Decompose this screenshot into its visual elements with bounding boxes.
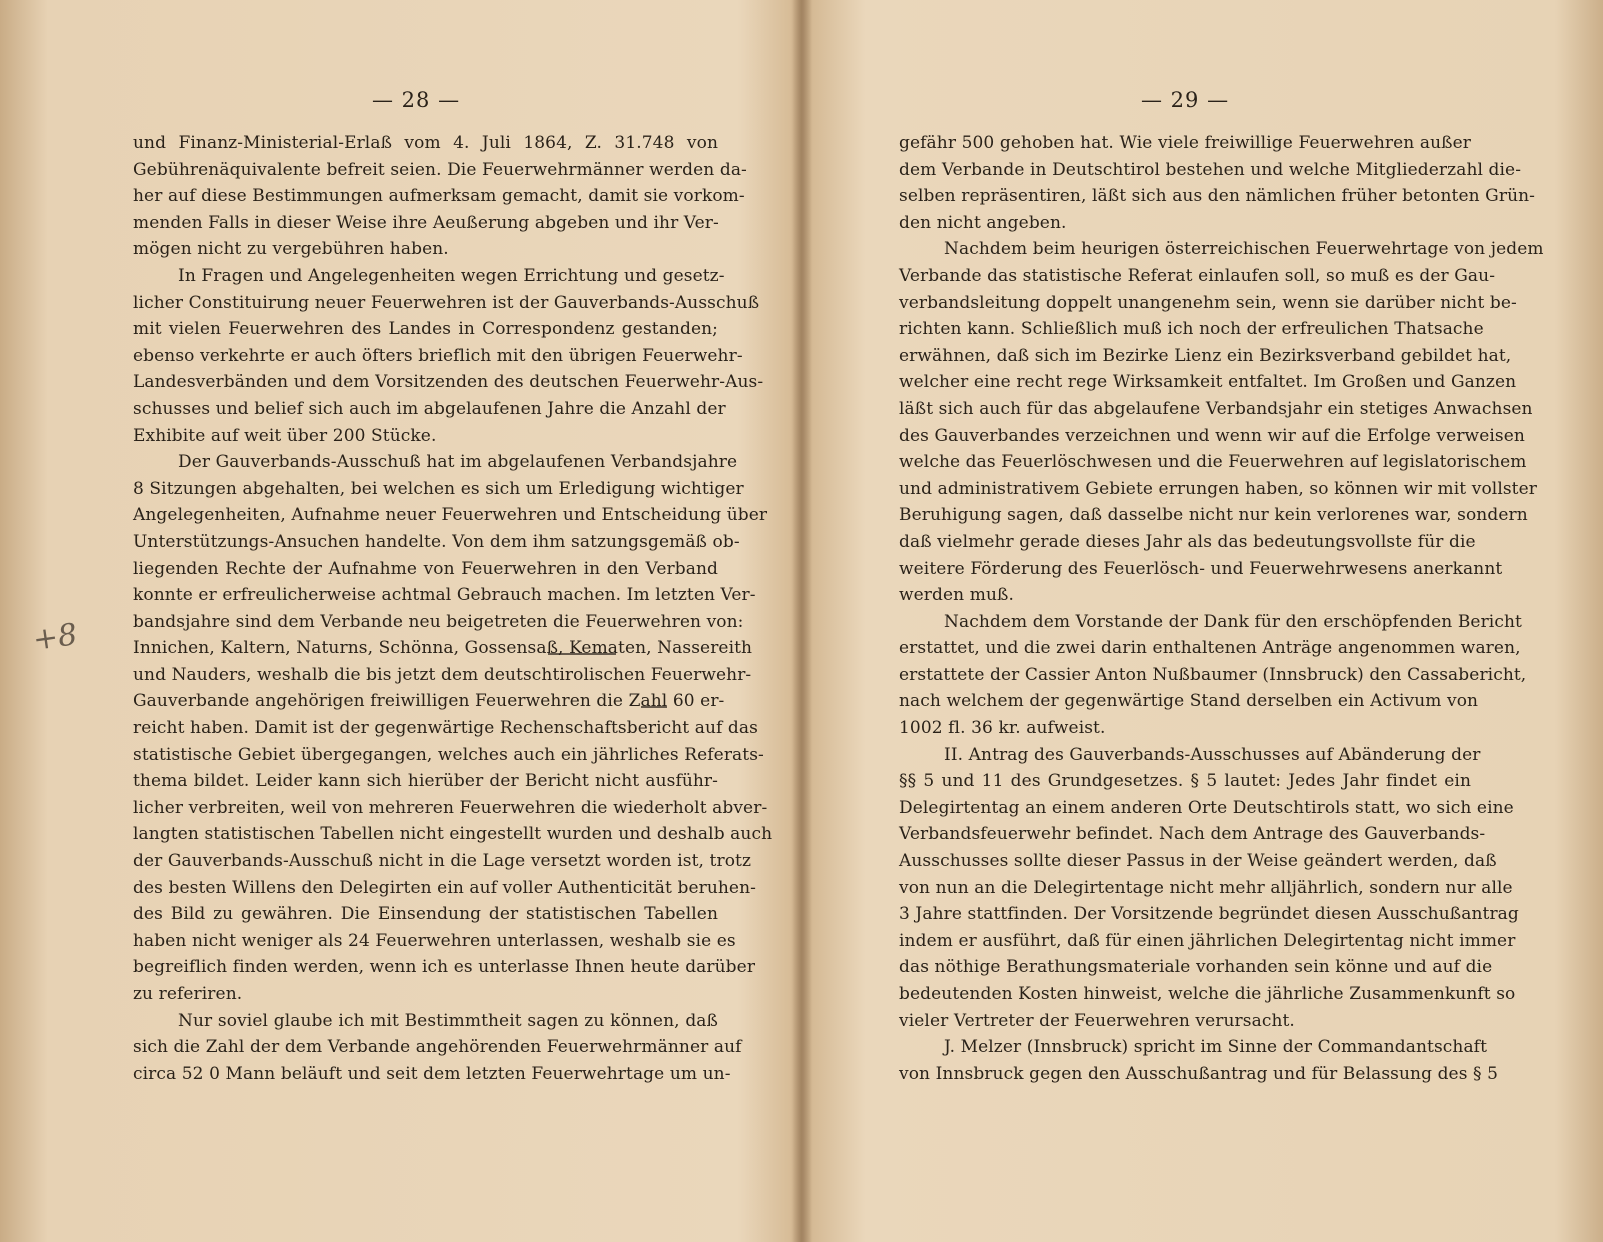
- text-line: des Bild zu gewähren. Die Einsendung der statistischen Tabellen: [133, 904, 718, 925]
- text-line: II. Antrag des Gauverbands-Ausschusses auf Abänderung der: [944, 744, 1481, 765]
- text-line: welcher eine recht rege Wirksamkeit entfaltet. Im Großen und Ganzen: [899, 372, 1517, 393]
- text-line: ebenso verkehrte er auch öfters brieflich mit den übrigen Feuerwehr-: [133, 345, 743, 366]
- text-line: gefähr 500 gehoben hat. Wie viele freiwillige Feuerwehren außer: [899, 133, 1471, 153]
- text-line: mit vielen Feuerwehren des Landes in Correspondenz gestanden;: [133, 319, 718, 340]
- text-line: von Innsbruck gegen den Ausschußantrag und für Belassung des § 5: [899, 1063, 1499, 1084]
- text-line: Delegirtentag an einem anderen Orte Deutschtirols statt, wo sich eine: [899, 797, 1514, 818]
- text-line: schusses und belief sich auch im abgelaufenen Jahre die Anzahl der: [133, 398, 726, 419]
- text-line: Landesverbänden und dem Vorsitzenden des deutschen Feuerwehr-Aus-: [133, 372, 764, 393]
- text-line: licher verbreiten, weil von mehreren Feuerwehren die wiederholt abver-: [133, 797, 768, 818]
- text-line: Angelegenheiten, Aufnahme neuer Feuerwehren und Entscheidung über: [133, 505, 768, 526]
- text-line: welche das Feuerlöschwesen und die Feuerwehren auf legislatorischem: [899, 452, 1527, 473]
- text-line: Unterstützungs-Ansuchen handelte. Von dem ihm satzungsgemäß ob-: [133, 531, 740, 552]
- text-line: langten statistischen Tabellen nicht eingestellt wurden und deshalb auch: [133, 824, 773, 845]
- text-line: indem er ausführt, daß für einen jährlichen Delegirtentag nicht immer: [899, 930, 1516, 951]
- text-line: statistische Gebiet übergegangen, welches auch ein jährliches Referats-: [133, 744, 764, 765]
- text-line: Nur soviel glaube ich mit Bestimmtheit sagen zu können, daß: [178, 1010, 718, 1031]
- text-line: circa 52 0 Mann beläuft und seit dem letzten Feuerwehrtage um un-: [133, 1063, 731, 1084]
- text-line: reicht haben. Damit ist der gegenwärtige Rechenschaftsbericht auf das: [133, 718, 758, 739]
- text-line: das nöthige Berathungsmateriale vorhanden sein könne und auf die: [899, 957, 1493, 978]
- text-line: Verbandsfeuerwehr befindet. Nach dem Antrage des Gauverbands-: [899, 824, 1486, 845]
- text-line: her auf diese Bestimmungen aufmerksam gemacht, damit sie vorkom-: [133, 186, 745, 207]
- text-line: In Fragen und Angelegenheiten wegen Errichtung und gesetz-: [178, 265, 725, 286]
- text-line: menden Falls in dieser Weise ihre Aeußerung abgeben und ihr Ver-: [133, 212, 719, 233]
- text-line: 1002 fl. 36 kr. aufweist.: [899, 718, 1106, 739]
- text-line: weitere Förderung des Feuerlösch- und Feuerwehrwesens anerkannt: [899, 558, 1503, 579]
- text-line: erstattet, und die zwei darin enthaltenen Anträge angenommen waren,: [899, 638, 1521, 659]
- text-line: J. Melzer (Innsbruck) spricht im Sinne der Commandantschaft: [944, 1037, 1488, 1058]
- text-line: zu referiren.: [133, 984, 243, 1004]
- text-line: vieler Vertreter der Feuerwehren verursacht.: [899, 1010, 1295, 1031]
- text-line: verbandsleitung doppelt unangenehm sein, wenn sie darüber nicht be-: [899, 292, 1517, 313]
- text-line: liegenden Rechte der Aufnahme von Feuerwehren in den Verband: [133, 558, 718, 579]
- text-line: begreiflich finden werden, wenn ich es unterlasse Ihnen heute darüber: [133, 957, 756, 978]
- text-line: Nachdem beim heurigen österreichischen Feuerwehrtage von jedem: [944, 239, 1544, 260]
- text-line: licher Constituirung neuer Feuerwehren ist der Gauverbands-Ausschuß: [133, 292, 760, 313]
- text-line: 8 Sitzungen abgehalten, bei welchen es sich um Erledigung wichtiger: [133, 478, 744, 499]
- handwritten-margin-note: +8: [30, 617, 80, 658]
- text-line: Exhibite auf weit über 200 Stücke.: [133, 425, 437, 446]
- text-line: §§ 5 und 11 des Grundgesetzes. § 5 lautet: Jedes Jahr findet ein: [899, 771, 1471, 792]
- text-line: konnte er erfreulicherweise achtmal Gebrauch machen. Im letzten Ver-: [133, 585, 756, 606]
- right-page: [803, 0, 1603, 1242]
- text-line: richten kann. Schließlich muß ich noch der erfreulichen Thatsache: [899, 319, 1484, 340]
- left-page: [0, 0, 800, 1242]
- text-line: Gebührenäquivalente befreit seien. Die Feuerwehrmänner werden da-: [133, 159, 747, 180]
- page-number-left: — 28 —: [372, 88, 461, 112]
- text-line: thema bildet. Leider kann sich hierüber der Bericht nicht ausführ-: [133, 771, 718, 792]
- text-line: mögen nicht zu vergebühren haben.: [133, 239, 449, 260]
- text-line: Innichen, Kaltern, Naturns, Schönna, Gossensaß, Kematen, Nassereith: [133, 638, 753, 659]
- text-line: nach welchem der gegenwärtige Stand derselben ein Activum von: [899, 691, 1479, 712]
- text-line: Verbande das statistische Referat einlaufen soll, so muß es der Gau-: [899, 265, 1496, 286]
- text-line: von nun an die Delegirtentage nicht mehr alljährlich, sondern nur alle: [899, 877, 1513, 898]
- text-line: des Gauverbandes verzeichnen und wenn wir auf die Erfolge verweisen: [899, 425, 1525, 446]
- text-line: erwähnen, daß sich im Bezirke Lienz ein Bezirksverband gebildet hat,: [899, 345, 1512, 366]
- text-line: haben nicht weniger als 24 Feuerwehren unterlassen, weshalb sie es: [133, 930, 736, 951]
- text-line: und administrativem Gebiete errungen haben, so können wir mit vollster: [899, 478, 1537, 499]
- text-line: läßt sich auch für das abgelaufene Verbandsjahr ein stetiges Anwachsen: [899, 398, 1533, 419]
- text-line: 3 Jahre stattfinden. Der Vorsitzende begründet diesen Ausschußantrag: [899, 904, 1519, 925]
- text-line: daß vielmehr gerade dieses Jahr als das bedeutungsvollste für die: [899, 531, 1476, 552]
- right-page-text: [899, 130, 1544, 1087]
- text-line: Gauverbande angehörigen freiwilligen Feuerwehren die Zahl 60 er-: [133, 691, 725, 712]
- page-number-right: — 29 —: [1141, 88, 1230, 112]
- text-line: der Gauverbands-Ausschuß nicht in die Lage versetzt worden ist, trotz: [133, 851, 752, 872]
- text-line: Beruhigung sagen, daß dasselbe nicht nur kein verlorenes war, sondern: [899, 505, 1528, 526]
- text-line: Ausschusses sollte dieser Passus in der Weise geändert werden, daß: [899, 851, 1497, 872]
- text-line: und Nauders, weshalb die bis jetzt dem deutschtirolischen Feuerwehr-: [133, 664, 752, 685]
- text-line: werden muß.: [899, 585, 1014, 606]
- text-line: bedeutenden Kosten hinweist, welche die jährliche Zusammenkunft so: [899, 984, 1516, 1004]
- text-line: erstattete der Cassier Anton Nußbaumer (Innsbruck) den Cassabericht,: [899, 664, 1527, 685]
- text-line: sich die Zahl der dem Verbande angehörenden Feuerwehrmänner auf: [133, 1037, 742, 1058]
- text-line: dem Verbande in Deutschtirol bestehen und welche Mitgliederzahl die-: [899, 159, 1522, 180]
- text-line: Der Gauverbands-Ausschuß hat im abgelaufenen Verbandsjahre: [178, 452, 738, 473]
- text-line: den nicht angeben.: [899, 212, 1067, 233]
- text-line: und Finanz-Ministerial-Erlaß vom 4. Juli 1864, Z. 31.748 von: [133, 133, 718, 153]
- text-line: Nachdem dem Vorstande der Dank für den erschöpfenden Bericht: [944, 611, 1522, 632]
- text-line: selben repräsentiren, läßt sich aus den nämlichen früher betonten Grün-: [899, 186, 1536, 207]
- left-page-text: [133, 130, 773, 1087]
- text-line: des besten Willens den Delegirten ein auf voller Authenticität beruhen-: [133, 877, 756, 898]
- text-line: bandsjahre sind dem Verbande neu beigetreten die Feuerwehren von:: [133, 611, 744, 632]
